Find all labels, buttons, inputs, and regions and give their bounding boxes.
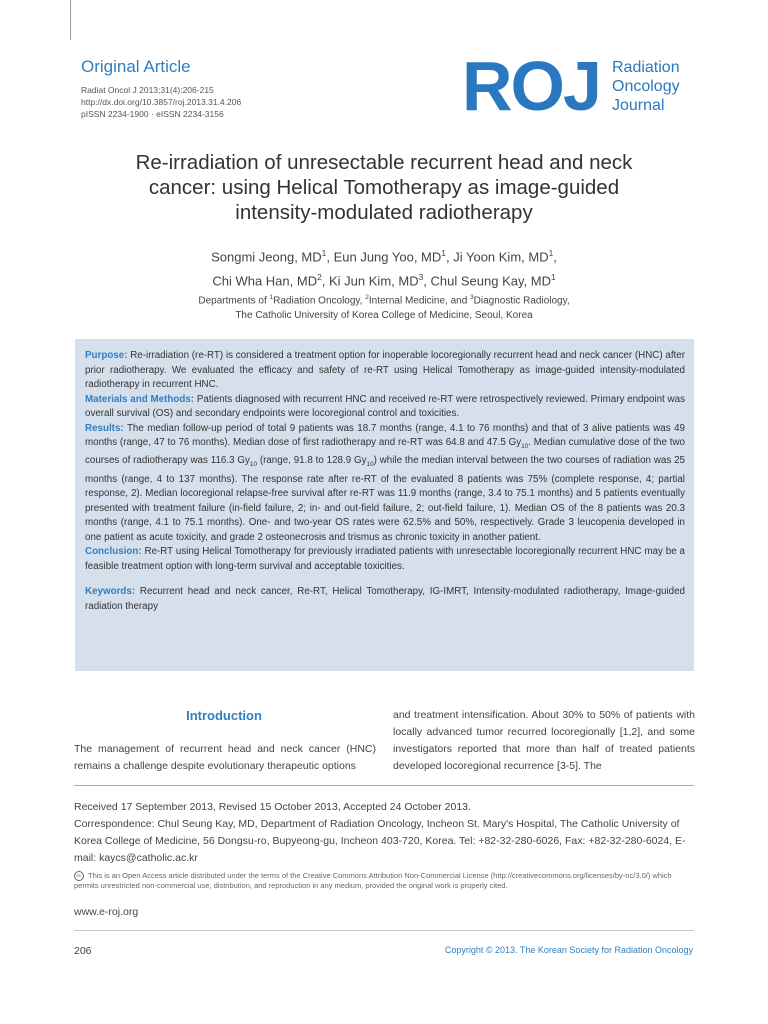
- unit-subscript: 10: [521, 442, 529, 450]
- keywords-text: Recurrent head and neck cancer, Re-RT, Helical Tomotherapy, IG-IMRT, Intensity-modulated radiotherapy, Image-guided radiation therapy: [85, 586, 685, 612]
- open-access-notice: [74, 871, 694, 891]
- author-affil-mark: 1: [548, 248, 554, 258]
- logo-abbrev: ROJ: [462, 47, 600, 125]
- logo-line-1: Radiation: [612, 59, 680, 76]
- results-text: The median follow-up period of total 9 patients was 18.7 months (range, 4.1 to 76 months) and that of 3 alive patients was 49 months (range, 47 to 76 months). Median dose of first radiotherapy and re-RT was 64.8 and 47.5 Gy: [85, 422, 686, 448]
- correspondence: Correspondence: Chul Seung Kay, MD, Department of Radiation Oncology, Incheon St. Mary's Hospital, The Catholic University of Korea College of Medicine, 56 Dongsu-ro, Bupyeong-gu, Incheon 403-720, Korea. Tel: +82-32-280-6026, Fax: +82-32-280-6024, E-mail: kaycs@catholic.ac.kr: [74, 818, 686, 864]
- doi-link[interactable]: http://dx.doi.org/10.3857/roj.2013.31.4.206: [81, 97, 242, 107]
- author-affil-mark: 1: [550, 272, 556, 283]
- abstract-conclusion: [85, 545, 685, 574]
- title-line-1: Re-irradiation of unresectable recurrent head and neck: [135, 151, 633, 174]
- title-line-3: intensity-modulated radiotherapy: [235, 201, 533, 224]
- title-line-2: cancer: using Helical Tomotherapy as image-guided: [148, 176, 620, 199]
- affil-dept: Radiation Oncology,: [273, 295, 366, 307]
- abstract: [85, 349, 685, 614]
- methods-text: Patients diagnosed with recurrent HNC and received re-RT were retrospectively reviewed. Primary endpoint was overall survival (OS) and secondary endpoints were locoregional control and toxicities.: [85, 393, 685, 419]
- author-name: Ki Jun Kim, MD: [329, 273, 419, 289]
- website-link[interactable]: www.e-roj.org: [74, 906, 139, 918]
- author-sep: ,: [553, 249, 557, 265]
- body-column-left: The management of recurrent head and neck cancer (HNC) remains a challenge despite evolutionary therapeutic options: [74, 743, 376, 772]
- author-line-2: [60, 267, 708, 291]
- received-dates: Received 17 September 2013, Revised 15 October 2013, Accepted 24 October 2013.: [74, 801, 471, 813]
- author-affil-mark: 2: [317, 272, 322, 283]
- author-sep: ,: [445, 249, 454, 265]
- abstract-purpose: [85, 349, 685, 393]
- results-text: . Median cumulative dose of the two courses of radiotherapy was 116.3 Gy: [85, 437, 685, 467]
- conclusion-text: Re-RT using Helical Tomotherapy for previously irradiated patients with unresectable locoregionally recurrent HNC may be a feasible treatment option with long-term survival and acceptable toxicities.: [85, 546, 685, 572]
- top-margin-rule: [70, 0, 71, 40]
- abstract-methods: [85, 393, 685, 422]
- logo-line-3: Journal: [612, 97, 665, 114]
- creative-commons-icon: cc: [74, 871, 84, 881]
- citation-block: [81, 84, 241, 120]
- affiliations: [60, 290, 708, 323]
- affil-dept: Internal Medicine, and: [368, 295, 471, 307]
- affil-prefix: Departments of: [198, 295, 270, 307]
- affil-mark: 3: [470, 294, 474, 301]
- affil-mark: 2: [365, 294, 369, 301]
- author-name: Songmi Jeong, MD: [211, 249, 322, 265]
- author-sep: ,: [423, 273, 431, 289]
- purpose-label: Purpose:: [85, 350, 128, 361]
- footnote-divider: [74, 785, 694, 786]
- affil-line-2: The Catholic University of Korea College of Medicine, Seoul, Korea: [235, 310, 533, 322]
- purpose-text: Re-irradiation (re-RT) is considered a treatment option for inoperable locoregionally recurrent head and neck cancer (HNC) after prior radiotherapy. We evaluated the efficacy and safety of re-RT using Helical Tomotherapy as image-guided intensity-modulated radiotherapy in recurrent HNC.: [85, 350, 685, 390]
- author-name: Chi Wha Han, MD: [212, 273, 318, 289]
- author-affil-mark: 3: [418, 272, 424, 283]
- page-footer-divider: [74, 930, 694, 931]
- author-name: Chul Seung Kay, MD: [430, 273, 551, 289]
- abstract-results: [85, 422, 685, 546]
- methods-label: Materials and Methods:: [85, 393, 195, 405]
- author-list: [60, 243, 708, 292]
- issn-line: pISSN 2234-1900 · eISSN 2234-3156: [81, 109, 224, 119]
- author-name: Ji Yoon Kim, MD: [453, 249, 549, 265]
- author-name: Eun Jung Yoo, MD: [333, 249, 442, 265]
- author-line-1: [60, 243, 708, 267]
- author-affil-mark: 1: [441, 248, 446, 258]
- page-number: 206: [74, 945, 92, 957]
- results-text: (range, 91.8 to 128.9 Gy: [256, 455, 367, 467]
- open-access-text: This is an Open Access article distributed under the terms of the Creative Commons Attribution Non-Commercial License (http://creativecommons.org/licenses/by-nc/3.0/) which permits unrestricted non-commercial use, distribution, and reproduction in any medium, provided the original work is properly cited.: [74, 871, 672, 891]
- keywords-label: Keywords:: [85, 586, 136, 598]
- author-affil-mark: 1: [321, 248, 327, 258]
- footnotes: [74, 799, 694, 867]
- article-type-label: Original Article: [81, 57, 191, 76]
- logo-journal-name: [612, 58, 680, 115]
- unit-subscript: 10: [249, 461, 257, 469]
- affil-mark: 1: [269, 294, 274, 301]
- unit-subscript: 10: [366, 461, 374, 469]
- author-sep: ,: [321, 273, 330, 289]
- section-heading-introduction: Introduction: [186, 708, 262, 723]
- affil-line-1: [60, 290, 708, 308]
- journal-citation: Radiat Oncol J 2013;31(4):206-215: [81, 85, 214, 95]
- affil-dept: Diagnostic Radiology,: [473, 295, 570, 307]
- logo-line-2: Oncology: [612, 78, 680, 95]
- article-title: [60, 150, 708, 225]
- abstract-keywords: [85, 585, 685, 614]
- results-text: ) while the median interval between the two courses of radiation was 25 months (range, 4 to 137 months). The response rate after re-RT of the evaluated 8 patients was 75% (complete response, 4; partial response, 2). Median locoregional relapse-free survival after re-RT was 11.9 months (range, 3.4 to 75.1 months) and 5 patients eventually presented with treatment failure (in-field failure, 2; in- and out-field failure, 2; out-field failure, 1). Median OS of the 8 patients was 20.3 months (range, 4.1 to 75.1 months). One- and two-year OS rates were 62.5% and 50%, respectively. Grade 3 leucopenia developed in one patient as acute toxicity, and grade 2 osteonecrosis and trismus as chronic toxicity in another patient.: [85, 455, 685, 543]
- body-column-right: and treatment intensification. About 30% to 50% of patients with locally advanced tumor recurred locoregionally [1,2], and some investigators reported that more than half of treated patients developed locoregional recurrence [3-5]. The: [393, 709, 695, 772]
- copyright-notice: Copyright © 2013. The Korean Society for Radiation Oncology: [444, 945, 693, 955]
- author-sep: ,: [326, 249, 334, 265]
- conclusion-label: Conclusion:: [85, 546, 142, 558]
- results-label: Results:: [85, 422, 124, 434]
